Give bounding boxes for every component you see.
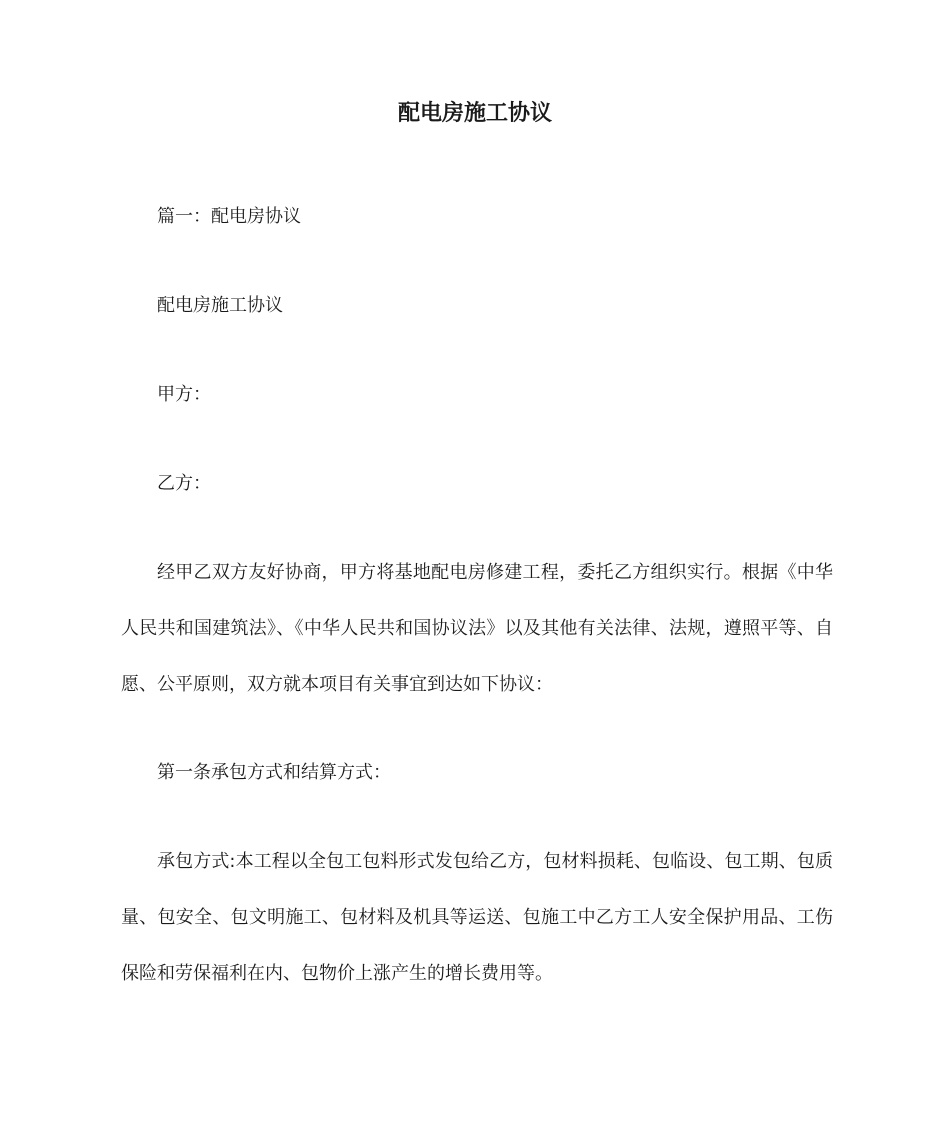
party-b-label: 乙方： bbox=[157, 473, 211, 494]
article-one-heading: 第一条承包方式和结算方式： bbox=[157, 762, 391, 783]
document-title: 配电房施工协议 bbox=[397, 101, 552, 126]
party-a-label: 甲方： bbox=[157, 384, 211, 405]
agreement-name: 配电房施工协议 bbox=[157, 295, 283, 316]
section-heading: 篇一：配电房协议 bbox=[157, 206, 301, 227]
preamble-paragraph: 经甲乙双方友好协商，甲方将基地配电房修建工程，委托乙方组织实行。根据《中华人民共和国建筑法》、《中华人民共和国协议法》以及其他有关法律、法规，遵照平等、自愿、公平原则，双方就本项目有关事宜到达如下协议： bbox=[121, 562, 833, 695]
contracting-method-paragraph: 承包方式:本工程以全包工包料形式发包给乙方，包材料损耗、包临设、包工期、包质量、包安全、包文明施工、包材料及机具等运送、包施工中乙方工人安全保护用品、工伤保险和劳保福利在内、包物价上涨产生的增长费用等。 bbox=[121, 851, 833, 984]
